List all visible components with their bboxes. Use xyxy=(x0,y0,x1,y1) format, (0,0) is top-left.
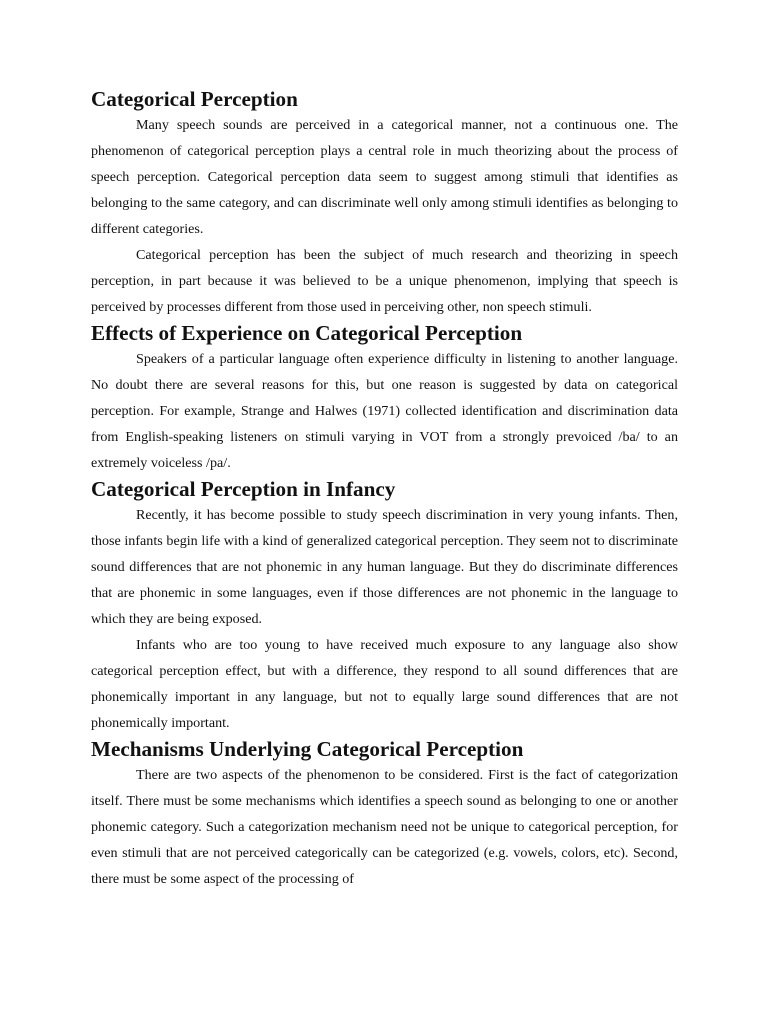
paragraph-mechanisms-1: There are two aspects of the phenomenon to be considered. First is the fact of categorization itself. There must be some mechanisms which identifies a speech sound as belonging to one or another phonemic category. Such a categorization mechanism need not be unique to categorical perception, for even stimuli that are not perceived categorically can be categorized (e.g. vowels, colors, etc). Second, there must be some aspect of the processing of xyxy=(91,767,678,887)
section-heading-mechanisms: Mechanisms Underlying Categorical Perception xyxy=(91,737,524,761)
paragraph-perception-in-infancy-2: Infants who are too young to have received much exposure to any language also show categorical perception effect, but with a difference, they respond to all sound differences that are phonemically important in any language, but not to equally large sound differences that are not phonemically important. xyxy=(91,637,678,731)
document-page xyxy=(91,86,678,892)
paragraph-perception-in-infancy-1: Recently, it has become possible to study speech discrimination in very young infants. Then, those infants begin life with a kind of generalized categorical perception. They seem not to discriminate sound differences that are not phonemic in any human language. But they do discriminate differences that are phonemic in some languages, even if those differences are not phonemic in the language to which they are being exposed. xyxy=(91,507,678,627)
paragraph-effects-of-experience-1: Speakers of a particular language often experience difficulty in listening to another language. No doubt there are several reasons for this, but one reason is suggested by data on categorical perception. For example, Strange and Halwes (1971) collected identification and discrimination data from English-speaking listeners on stimuli varying in VOT from a strongly prevoiced /ba/ to an extremely voiceless /pa/. xyxy=(91,351,678,471)
paragraph-categorical-perception-1: Many speech sounds are perceived in a categorical manner, not a continuous one. The phenomenon of categorical perception plays a central role in much theorizing about the process of speech perception. Categorical perception data seem to suggest among stimuli that identifies as belonging to the same category, and can discriminate well only among stimuli identifies as belonging to different categories. xyxy=(91,117,678,237)
section-heading-categorical-perception: Categorical Perception xyxy=(91,87,298,111)
section-heading-perception-in-infancy: Categorical Perception in Infancy xyxy=(91,477,396,501)
paragraph-categorical-perception-2: Categorical perception has been the subject of much research and theorizing in speech perception, in part because it was believed to be a unique phenomenon, implying that speech is perceived by processes different from those used in perceiving other, non speech stimuli. xyxy=(91,247,678,315)
section-heading-effects-of-experience: Effects of Experience on Categorical Perception xyxy=(91,321,523,345)
